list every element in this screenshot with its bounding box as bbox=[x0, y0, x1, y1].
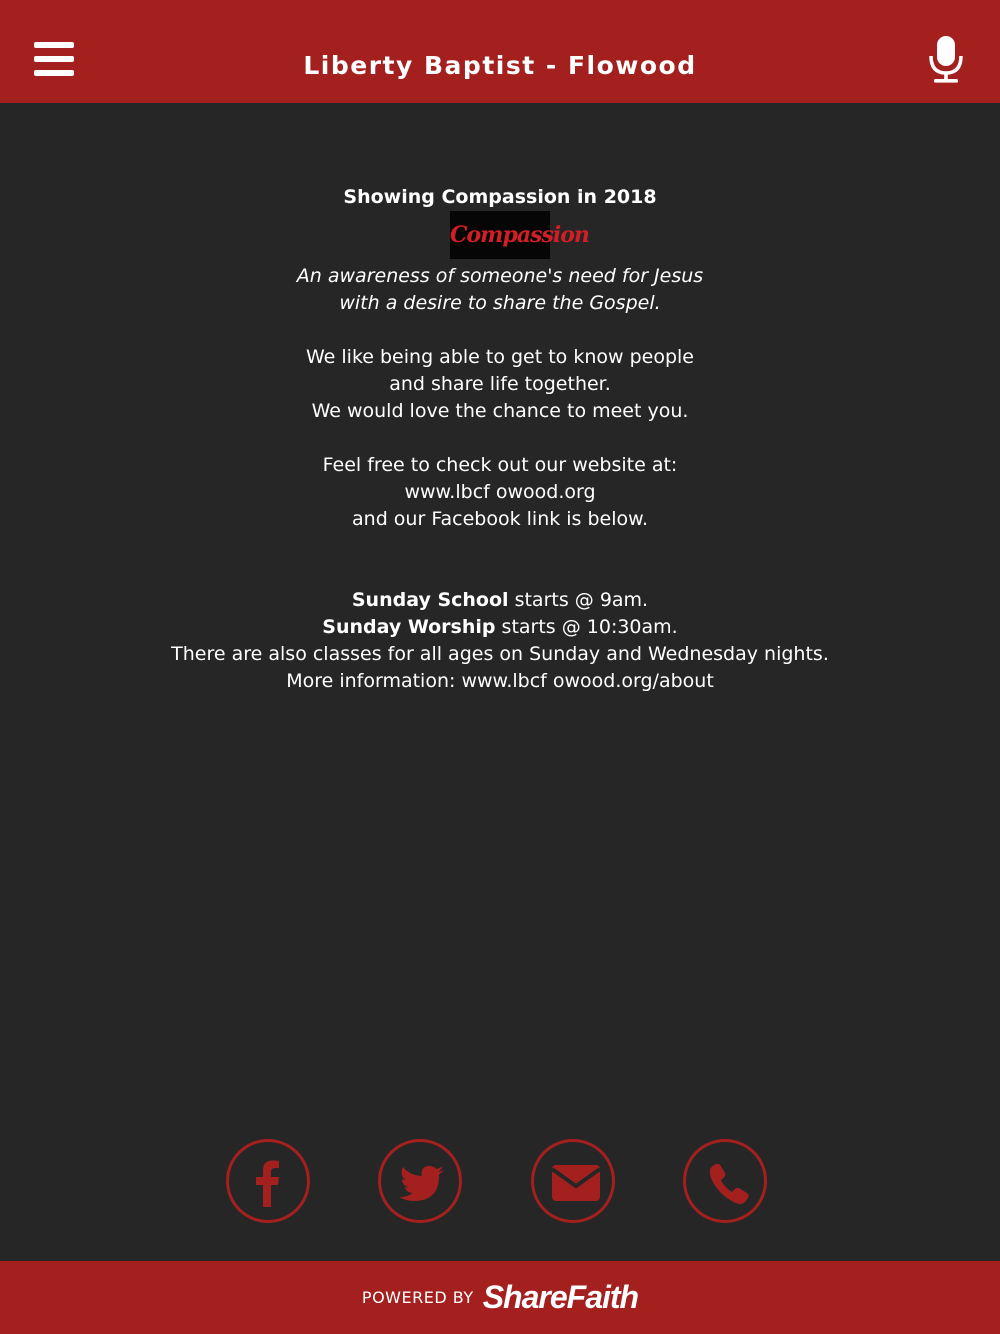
intro-line: We would love the chance to meet you. bbox=[311, 400, 689, 422]
intro-line: We like being able to get to know people bbox=[305, 346, 694, 368]
compassion-badge: Compassion bbox=[450, 211, 550, 259]
twitter-icon bbox=[381, 1142, 465, 1226]
email-button[interactable] bbox=[531, 1139, 615, 1223]
sharefaith-logo: ShareFaith bbox=[482, 1279, 639, 1315]
sunday-worship-time: starts @ 10:30am. bbox=[495, 616, 678, 638]
powered-by[interactable] bbox=[0, 1261, 1000, 1334]
twitter-button[interactable] bbox=[378, 1139, 462, 1223]
tagline bbox=[0, 263, 1000, 317]
phone-button[interactable] bbox=[683, 1139, 767, 1223]
sunday-school-label: Sunday School bbox=[351, 589, 509, 611]
phone-icon bbox=[686, 1142, 770, 1226]
envelope-icon bbox=[534, 1142, 618, 1226]
app-title: Liberty Baptist - Flowood bbox=[303, 51, 697, 80]
more-info-line: More information: www.lbcf owood.org/about bbox=[286, 670, 714, 692]
classes-line: There are also classes for all ages on Sunday and Wednesday nights. bbox=[171, 643, 829, 665]
website-line: Feel free to check out our website at: bbox=[322, 454, 678, 476]
intro-line: and share life together. bbox=[389, 373, 611, 395]
powered-by-label: POWERED BY bbox=[361, 1288, 474, 1307]
app-footer bbox=[0, 1261, 1000, 1334]
facebook-button[interactable] bbox=[226, 1139, 310, 1223]
sunday-school-line bbox=[0, 587, 1000, 614]
tagline-line: An awareness of someone's need for Jesus bbox=[296, 265, 704, 287]
microphone-icon[interactable] bbox=[926, 34, 966, 84]
main-content bbox=[0, 103, 1000, 1261]
sunday-worship-line bbox=[0, 614, 1000, 641]
sunday-school-time: starts @ 9am. bbox=[508, 589, 649, 611]
headline: Showing Compassion in 2018 bbox=[343, 186, 657, 208]
sunday-worship-label: Sunday Worship bbox=[322, 616, 496, 638]
social-links bbox=[226, 1139, 774, 1229]
app-header bbox=[0, 0, 1000, 103]
facebook-icon bbox=[229, 1142, 313, 1226]
website-link[interactable]: www.lbcf owood.org bbox=[404, 481, 596, 503]
tagline-line: with a desire to share the Gospel. bbox=[339, 292, 661, 314]
facebook-line: and our Facebook link is below. bbox=[352, 508, 648, 530]
info-text bbox=[0, 185, 1000, 695]
